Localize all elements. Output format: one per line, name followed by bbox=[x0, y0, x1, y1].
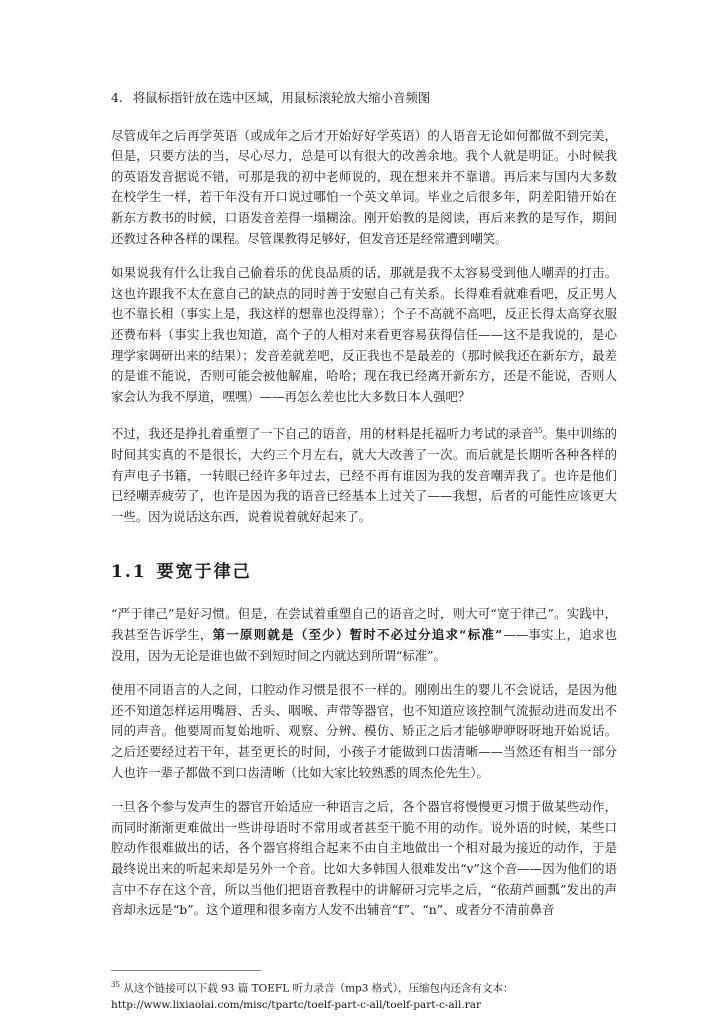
footnote-ref-35[interactable]: 35 bbox=[533, 427, 543, 436]
section-title: 要宽于律己 bbox=[156, 562, 252, 583]
paragraph-3-after: 。集中训练的时间其实真的不是很长，大约三个月左右，就大大改善了一次。而后就是长期听各种各样的有声电子书籍，一转眼已经许多年过去，已经不再有谁因为我的发音嘲弄我了。也许是他们已经嘲弄疲劳了，也许是因为我的语音已经基本上过关了——我想，后者的可能性应该更大一些。因为说话这东西，说着说着就好起来了。 bbox=[111, 426, 617, 524]
footnote-divider bbox=[111, 970, 261, 971]
list-item-number: 4. bbox=[111, 90, 123, 105]
paragraph-2: 如果说我有什么让我自己偷着乐的优良品质的话，那就是我不太容易受到他人嘲弄的打击。这也许跟我不太在意自己的缺点的同时善于安慰自己有关系。长得难看就难看吧，反正男人也不靠长相（事实上是，我这样的想靠也没得靠）；个子不高就不高吧，反正长得太高穿衣服还费布料（事实上我也知道，高个子的人相对来看更容易获得信任——这不是我说的，是心理学家调研出来的结果）；发音差就差吧，反正我也不是最差的（那时候我还在新东方，最差的是谁不能说，否则可能会被他解雇，哈哈；现在我已经离开新东方，还是不能说，否则人家会认为我不厚道，嘿嘿）——再怎么差也比大多数日本人强吧？ bbox=[111, 265, 617, 404]
list-item-4 bbox=[111, 88, 617, 109]
section-paragraph-2: 使用不同语言的人之间，口腔动作习惯是很不一样的。刚刚出生的婴儿不会说话，是因为他还不知道怎样运用嘴唇、舌头、咽喉、声带等器官，也不知道应该控制气流振动进而发出不同的声音。他要周而复始地听、观察、分辨、模仿、矫正之后才能够咿咿呀呀地开始说话。之后还要经过若干年，甚至更长的时间，小孩子才能做到口齿清晰——当然还有相当一部分人也许一辈子都做不到口齿清晰（比如大家比较熟悉的周杰伦先生）。 bbox=[111, 682, 617, 780]
paragraph-1: 尽管成年之后再学英语（或成年之后才开始好好学英语）的人语音无论如何都做不到完美，但是，只要方法的当，尽心尽力，总是可以有很大的改善余地。我个人就是明证。小时候我的英语发音据说不错，可那是我的初中老师说的，现在想来并不靠谱。再后来与国内大多数在校学生一样，若干年没有开口说过哪怕一个英文单词。毕业之后很多年，阴差阳错开始在新东方教书的时候，口语发音差得一塌糊涂。刚开始教的是阅读，再后来教的是写作，期间还教过各种各样的课程。尽管课教得足够好，但发音还是经常遭到嘲笑。 bbox=[111, 127, 617, 246]
footnote-35 bbox=[111, 977, 631, 997]
section-number: 1.1 bbox=[111, 562, 147, 583]
list-item-text: 将鼠标指针放在选中区域，用鼠标滚轮放大缩小音频图 bbox=[132, 90, 431, 105]
main-content bbox=[111, 88, 617, 935]
footnote-number: 35 bbox=[111, 981, 120, 989]
section-paragraph-1 bbox=[111, 604, 617, 666]
section-paragraph-1-after: ——事实上，追求也没用，因为无论是谁也做不到短时间之内就达到所谓“标准”。 bbox=[111, 627, 618, 663]
paragraph-3 bbox=[111, 421, 617, 527]
section-paragraph-3: 一旦各个参与发声生的器官开始适应一种语言之后，各个器官将慢慢更习惯于做某些动作，而同时渐渐更难做出一些讲母语时不常用或者甚至干脆不用的动作。说外语的时候，某些口腔动作很难做出的话，各个器官将组合起来不由自主地做出一个相对最为接近的动作，于是最终说出来的听起来却是另外一个音。比如大多韩国人很难发出“v”这个音——因为他们的语言中不存在这个音，所以当他们把语音教程中的讲解研习完毕之后，“依葫芦画瓢”发出的声音却永远是“b”。这个道理和很多南方人发不出辅音“f”、“n”、或者分不清前鼻音 bbox=[111, 799, 617, 918]
footnote-text: 从这个链接可以下载 93 篇 TOEFL 听力录音（mp3 格式），压缩包内还含有文本： bbox=[123, 982, 514, 995]
footnotes bbox=[111, 977, 631, 1013]
section-heading bbox=[111, 557, 617, 582]
emphasis-principle: 第一原则就是（至少）暂时不必过分追求“标准” bbox=[212, 627, 504, 642]
section-paragraph-1-before: “严于律己”是好习惯。但是，在尝试着重塑自己的语音之时，则大可“宽于律己”。实践中，我甚至告诉学生， bbox=[111, 606, 617, 642]
footnote-link[interactable]: http://www.lixiaolai.com/misc/tpartc/toelf-part-c-all/toelf-part-c-all.rar bbox=[111, 998, 482, 1011]
paragraph-3-before: 不过，我还是挣扎着重塑了一下自己的语音，用的材料是托福听力考试的录音 bbox=[111, 426, 534, 442]
